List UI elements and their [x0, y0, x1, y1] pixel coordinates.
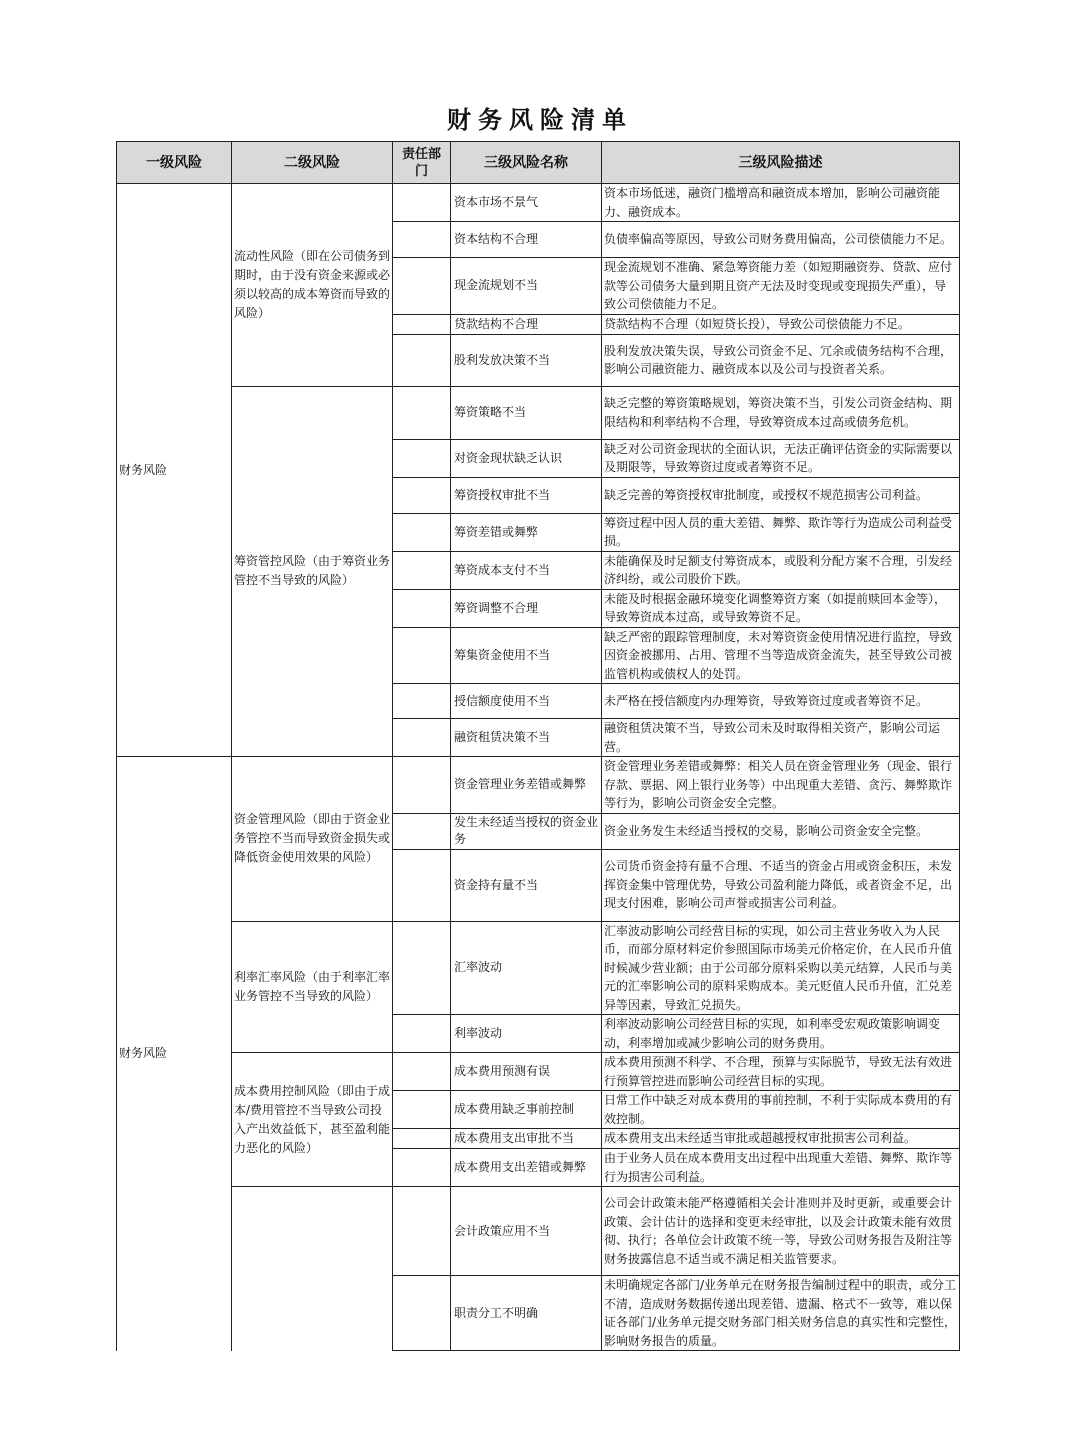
level3-desc-cell: 资金业务发生未经适当授权的交易，影响公司资金安全完整。 — [602, 813, 960, 849]
level3-name-cell: 对资金现状缺乏认识 — [451, 439, 602, 477]
level3-name-cell: 会计政策应用不当 — [451, 1187, 602, 1276]
header-dept: 责任部门 — [393, 142, 451, 184]
level3-desc-cell: 汇率波动影响公司经营目标的实现，如公司主营业务收入为人民币，而部分原材料定价参照国际市场美元价格定价，在人民币升值时候减少营业额；由于公司部分原料采购以美元结算，人民币与美元的汇率影响公司的原料采购成本。美元贬值人民币升值，汇兑差异等因素，导致汇兑损失。 — [602, 921, 960, 1015]
level3-name-cell: 发生未经适当授权的资金业务 — [451, 813, 602, 849]
dept-cell — [393, 719, 451, 757]
dept-cell — [393, 627, 451, 684]
level3-name-cell: 筹资调整不合理 — [451, 589, 602, 627]
table-row — [117, 757, 960, 814]
header-level3-name: 三级风险名称 — [451, 142, 602, 184]
level3-desc-cell: 未能确保及时足额支付筹资成本，或股利分配方案不合理，引发经济纠纷，或公司股价下跌。 — [602, 551, 960, 589]
dept-cell — [393, 1276, 451, 1351]
level2-cell: 筹资管控风险（由于筹资业务管控不当导致的风险） — [232, 386, 393, 757]
level1-cell: 财务风险 — [117, 757, 232, 1351]
dept-cell — [393, 222, 451, 258]
level3-desc-cell: 负债率偏高等原因，导致公司财务费用偏高，公司偿债能力不足。 — [602, 222, 960, 258]
level3-name-cell: 资本市场不景气 — [451, 184, 602, 222]
dept-cell — [393, 1091, 451, 1129]
level3-desc-cell: 成本费用预测不科学、不合理，预算与实际脱节，导致无法有效进行预算管控进而影响公司经营目标的实现。 — [602, 1053, 960, 1091]
dept-cell — [393, 1187, 451, 1276]
level3-desc-cell: 缺乏完善的筹资授权审批制度，或授权不规范损害公司利益。 — [602, 477, 960, 513]
level3-name-cell: 成本费用支出差错或舞弊 — [451, 1149, 602, 1187]
level3-desc-cell: 公司货币资金持有量不合理、不适当的资金占用或资金积压，未发挥资金集中管理优势，导致公司盈利能力降低，或者资金不足，出现支付困难，影响公司声誉或损害公司利益。 — [602, 849, 960, 921]
dept-cell — [393, 813, 451, 849]
table-row — [117, 1187, 960, 1276]
dept-cell — [393, 477, 451, 513]
dept-cell — [393, 757, 451, 814]
dept-cell — [393, 684, 451, 719]
level3-desc-cell: 资金管理业务差错或舞弊：相关人员在资金管理业务（现金、银行存款、票据、网上银行业务等）中出现重大差错、贪污、舞弊欺诈等行为，影响公司资金安全完整。 — [602, 757, 960, 814]
table-row — [117, 184, 960, 222]
table-row — [117, 921, 960, 1015]
level2-cell: 成本费用控制风险（即由于成本/费用管控不当导致公司投入产出效益低下，甚至盈利能力恶化的风险） — [232, 1053, 393, 1187]
dept-cell — [393, 1129, 451, 1149]
dept-cell — [393, 551, 451, 589]
risk-table — [116, 141, 960, 1351]
level3-name-cell: 汇率波动 — [451, 921, 602, 1015]
level3-name-cell: 授信额度使用不当 — [451, 684, 602, 719]
level3-desc-cell: 股利发放决策失误，导致公司资金不足、冗余或债务结构不合理，影响公司融资能力、融资成本以及公司与投资者关系。 — [602, 334, 960, 386]
level3-name-cell: 筹集资金使用不当 — [451, 627, 602, 684]
level2-cell: 资金管理风险（即由于资金业务管控不当而导致资金损失或降低资金使用效果的风险） — [232, 757, 393, 922]
level3-desc-cell: 未能及时根据金融环境变化调整筹资方案（如提前赎回本金等），导致筹资成本过高，或导致筹资不足。 — [602, 589, 960, 627]
level3-name-cell: 成本费用支出审批不当 — [451, 1129, 602, 1149]
level3-desc-cell: 缺乏严密的跟踪管理制度，未对筹资资金使用情况进行监控，导致因资金被挪用、占用、管理不当等造成资金流失，甚至导致公司被监管机构或债权人的处罚。 — [602, 627, 960, 684]
level3-name-cell: 成本费用预测有误 — [451, 1053, 602, 1091]
header-level2: 二级风险 — [232, 142, 393, 184]
level2-cell: 利率汇率风险（由于利率汇率业务管控不当导致的风险） — [232, 921, 393, 1053]
dept-cell — [393, 184, 451, 222]
dept-cell — [393, 334, 451, 386]
dept-cell — [393, 513, 451, 551]
level3-name-cell: 股利发放决策不当 — [451, 334, 602, 386]
level3-name-cell: 筹资策略不当 — [451, 386, 602, 439]
level3-desc-cell: 日常工作中缺乏对成本费用的事前控制，不利于实际成本费用的有效控制。 — [602, 1091, 960, 1129]
level3-name-cell: 成本费用缺乏事前控制 — [451, 1091, 602, 1129]
level3-desc-cell: 缺乏完整的筹资策略规划，筹资决策不当，引发公司资金结构、期限结构和利率结构不合理，导致筹资成本过高或债务危机。 — [602, 386, 960, 439]
level3-desc-cell: 由于业务人员在成本费用支出过程中出现重大差错、舞弊、欺诈等行为损害公司利益。 — [602, 1149, 960, 1187]
dept-cell — [393, 1053, 451, 1091]
header-level3-desc: 三级风险描述 — [602, 142, 960, 184]
level3-name-cell: 筹资授权审批不当 — [451, 477, 602, 513]
level3-name-cell: 职责分工不明确 — [451, 1276, 602, 1351]
level3-name-cell: 现金流规划不当 — [451, 258, 602, 315]
header-level1: 一级风险 — [117, 142, 232, 184]
level3-name-cell: 资金管理业务差错或舞弊 — [451, 757, 602, 814]
dept-cell — [393, 1015, 451, 1053]
dept-cell — [393, 589, 451, 627]
level3-name-cell: 贷款结构不合理 — [451, 314, 602, 334]
dept-cell — [393, 314, 451, 334]
dept-cell — [393, 386, 451, 439]
level3-desc-cell: 融资租赁决策不当，导致公司未及时取得相关资产，影响公司运营。 — [602, 719, 960, 757]
level3-desc-cell: 缺乏对公司资金现状的全面认识，无法正确评估资金的实际需要以及期限等，导致筹资过度或者筹资不足。 — [602, 439, 960, 477]
level3-desc-cell: 成本费用支出未经适当审批或超越授权审批损害公司利益。 — [602, 1129, 960, 1149]
level3-name-cell: 融资租赁决策不当 — [451, 719, 602, 757]
level3-desc-cell: 资本市场低迷，融资门槛增高和融资成本增加，影响公司融资能力、融资成本。 — [602, 184, 960, 222]
level3-desc-cell: 公司会计政策未能严格遵循相关会计准则并及时更新，或重要会计政策、会计估计的选择和变更未经审批，以及会计政策未能有效贯彻、执行；各单位会计政策不统一等，导致公司财务报告及附注等财务披露信息不适当或不满足相关监管要求。 — [602, 1187, 960, 1276]
dept-cell — [393, 258, 451, 315]
level3-desc-cell: 筹资过程中因人员的重大差错、舞弊、欺诈等行为造成公司利益受损。 — [602, 513, 960, 551]
level3-desc-cell: 贷款结构不合理（如短贷长投），导致公司偿债能力不足。 — [602, 314, 960, 334]
level3-desc-cell: 未严格在授信额度内办理筹资，导致筹资过度或者筹资不足。 — [602, 684, 960, 719]
level3-name-cell: 筹资差错或舞弊 — [451, 513, 602, 551]
dept-cell — [393, 921, 451, 1015]
dept-cell — [393, 849, 451, 921]
level3-desc-cell: 未明确规定各部门/业务单元在财务报告编制过程中的职责，或分工不清，造成财务数据传递出现差错、遗漏、格式不一致等，难以保证各部门/业务单元提交财务部门相关财务信息的真实性和完整性，影响财务报告的质量。 — [602, 1276, 960, 1351]
table-row — [117, 1053, 960, 1091]
level3-desc-cell: 现金流规划不准确、紧急筹资能力差（如短期融资券、贷款、应付款等公司债务大量到期且资产无法及时变现或变现损失严重），导致公司偿债能力不足。 — [602, 258, 960, 315]
level3-name-cell: 资金持有量不当 — [451, 849, 602, 921]
table-row — [117, 386, 960, 439]
page-title: 财务风险清单 — [447, 106, 633, 134]
dept-cell — [393, 1149, 451, 1187]
level3-name-cell: 资本结构不合理 — [451, 222, 602, 258]
level3-name-cell: 利率波动 — [451, 1015, 602, 1053]
level1-cell: 财务风险 — [117, 184, 232, 757]
level2-cell: 流动性风险（即在公司债务到期时，由于没有资金来源或必须以较高的成本筹资而导致的风险） — [232, 184, 393, 387]
level3-name-cell: 筹资成本支付不当 — [451, 551, 602, 589]
header-row — [117, 142, 960, 184]
level3-desc-cell: 利率波动影响公司经营目标的实现，如利率受宏观政策影响调变动，利率增加或减少影响公司的财务费用。 — [602, 1015, 960, 1053]
dept-cell — [393, 439, 451, 477]
level2-cell — [232, 1187, 393, 1351]
